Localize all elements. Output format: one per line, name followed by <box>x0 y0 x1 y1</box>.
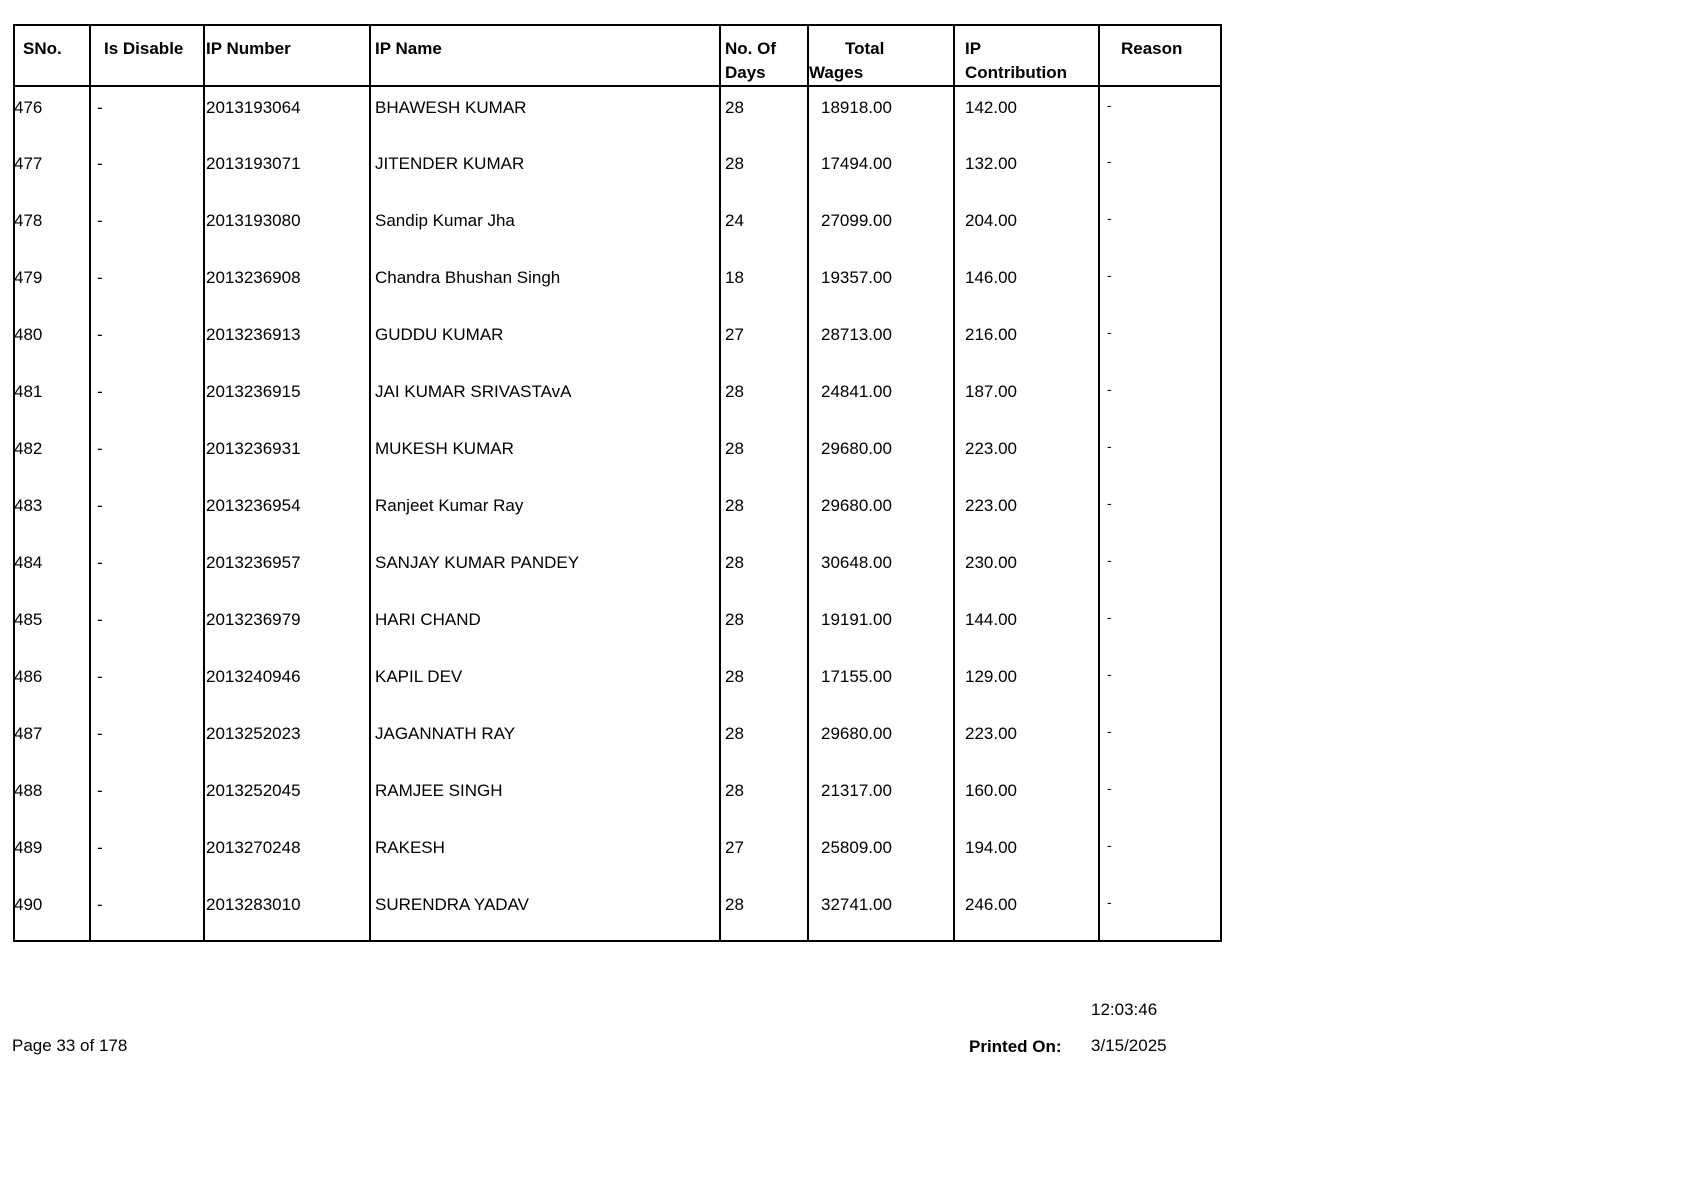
header-ip-contribution-line1: IP <box>965 39 982 58</box>
printed-on-label: Printed On: <box>969 1037 1062 1056</box>
cell-ip-contribution-text: 132.00 <box>965 154 1017 173</box>
cell-total-wages <box>808 827 954 884</box>
cell-ip-number <box>204 770 370 827</box>
header-is-disable <box>90 25 204 86</box>
cell-ip-contribution-text: 144.00 <box>965 610 1017 629</box>
cell-total-wages <box>808 257 954 314</box>
cell-is-disable <box>90 599 204 656</box>
cell-total-wages <box>808 542 954 599</box>
cell-ip-name <box>370 599 720 656</box>
cell-is-disable <box>90 542 204 599</box>
cell-ip-name <box>370 827 720 884</box>
header-total-wages <box>808 25 954 86</box>
cell-no-of-days-text: 28 <box>725 382 744 401</box>
cell-reason <box>1099 428 1221 485</box>
cell-ip-contribution-text: 194.00 <box>965 838 1017 857</box>
header-ip-contribution-line2: Contribution <box>965 63 1067 82</box>
cell-reason-text: - <box>1107 438 1112 454</box>
cell-ip-number <box>204 884 370 941</box>
cell-ip-name-text: Ranjeet Kumar Ray <box>375 496 524 515</box>
table-row <box>14 599 1221 656</box>
cell-ip-contribution <box>954 485 1099 542</box>
table-body <box>14 86 1221 941</box>
cell-is-disable-text: - <box>97 211 103 230</box>
cell-ip-contribution <box>954 86 1099 143</box>
cell-total-wages <box>808 314 954 371</box>
cell-total-wages-text: 17155.00 <box>821 667 892 686</box>
cell-reason-text: - <box>1107 894 1112 910</box>
cell-total-wages-text: 32741.00 <box>821 895 892 914</box>
cell-ip-contribution <box>954 371 1099 428</box>
cell-ip-contribution-text: 246.00 <box>965 895 1017 914</box>
cell-ip-number-text: 2013193071 <box>206 154 301 173</box>
cell-is-disable <box>90 428 204 485</box>
table-row <box>14 86 1221 143</box>
cell-is-disable-text: - <box>97 382 103 401</box>
header-ip-number-label: IP Number <box>206 39 291 58</box>
table-row <box>14 827 1221 884</box>
cell-ip-contribution-text: 223.00 <box>965 439 1017 458</box>
cell-is-disable <box>90 143 204 200</box>
cell-reason-text: - <box>1107 609 1112 625</box>
table-row <box>14 656 1221 713</box>
cell-ip-name-text: JAI KUMAR SRIVASTAvA <box>375 382 572 401</box>
cell-ip-name-text: BHAWESH KUMAR <box>375 98 527 117</box>
cell-no-of-days <box>720 827 808 884</box>
cell-is-disable-text: - <box>97 325 103 344</box>
cell-no-of-days <box>720 371 808 428</box>
cell-reason-text: - <box>1107 153 1112 169</box>
cell-sno-text: 487 <box>14 724 43 743</box>
header-ip-contribution <box>954 25 1099 86</box>
cell-total-wages <box>808 599 954 656</box>
cell-is-disable <box>90 257 204 314</box>
table-row <box>14 371 1221 428</box>
cell-reason <box>1099 371 1221 428</box>
cell-no-of-days <box>720 656 808 713</box>
cell-ip-name <box>370 656 720 713</box>
cell-reason <box>1099 485 1221 542</box>
header-ip-name <box>370 25 720 86</box>
cell-total-wages-text: 21317.00 <box>821 781 892 800</box>
cell-reason-text: - <box>1107 495 1112 511</box>
cell-reason <box>1099 656 1221 713</box>
cell-is-disable <box>90 200 204 257</box>
cell-ip-name <box>370 542 720 599</box>
cell-ip-name-text: SURENDRA YADAV <box>375 895 529 914</box>
cell-sno <box>14 371 90 428</box>
cell-ip-number-text: 2013236979 <box>206 610 301 629</box>
cell-ip-name-text: MUKESH KUMAR <box>375 439 514 458</box>
cell-no-of-days <box>720 485 808 542</box>
cell-no-of-days-text: 28 <box>725 98 744 117</box>
page-number: Page 33 of 178 <box>12 1036 128 1055</box>
cell-no-of-days <box>720 599 808 656</box>
cell-reason <box>1099 200 1221 257</box>
cell-sno-text: 490 <box>14 895 43 914</box>
cell-no-of-days <box>720 770 808 827</box>
table-row <box>14 143 1221 200</box>
cell-ip-number-text: 2013193080 <box>206 211 301 230</box>
header-reason-label: Reason <box>1121 39 1183 58</box>
cell-no-of-days-text: 24 <box>725 211 744 230</box>
cell-no-of-days-text: 27 <box>725 325 744 344</box>
header-ip-number <box>204 25 370 86</box>
cell-total-wages <box>808 770 954 827</box>
cell-ip-number <box>204 656 370 713</box>
cell-total-wages-text: 19357.00 <box>821 268 892 287</box>
header-reason <box>1099 25 1221 86</box>
table-row <box>14 770 1221 827</box>
cell-ip-contribution <box>954 884 1099 941</box>
cell-total-wages <box>808 371 954 428</box>
cell-is-disable-text: - <box>97 154 103 173</box>
cell-ip-contribution-text: 204.00 <box>965 211 1017 230</box>
cell-sno-text: 484 <box>14 553 43 572</box>
header-sno <box>14 25 90 86</box>
header-no-of-days-line1: No. Of <box>725 39 776 58</box>
cell-sno-text: 489 <box>14 838 43 857</box>
cell-reason <box>1099 314 1221 371</box>
cell-is-disable <box>90 314 204 371</box>
cell-ip-name-text: RAMJEE SINGH <box>375 781 503 800</box>
cell-sno <box>14 770 90 827</box>
cell-is-disable-text: - <box>97 667 103 686</box>
cell-sno <box>14 656 90 713</box>
cell-reason-text: - <box>1107 97 1112 113</box>
header-no-of-days-line2: Days <box>725 63 766 82</box>
header-total-wages-line2: Wages <box>809 63 864 82</box>
cell-reason <box>1099 599 1221 656</box>
table-row <box>14 884 1221 941</box>
cell-ip-name <box>370 314 720 371</box>
cell-ip-number <box>204 713 370 770</box>
cell-ip-name-text: Chandra Bhushan Singh <box>375 268 561 287</box>
cell-ip-name <box>370 86 720 143</box>
cell-ip-name-text: HARI CHAND <box>375 610 481 629</box>
cell-ip-name-text: RAKESH <box>375 838 445 857</box>
cell-ip-number-text: 2013236954 <box>206 496 301 515</box>
cell-ip-contribution <box>954 656 1099 713</box>
cell-ip-contribution <box>954 428 1099 485</box>
cell-ip-number <box>204 371 370 428</box>
cell-total-wages <box>808 713 954 770</box>
cell-sno-text: 478 <box>14 211 43 230</box>
cell-ip-contribution-text: 223.00 <box>965 724 1017 743</box>
cell-sno-text: 476 <box>14 98 43 117</box>
cell-is-disable-text: - <box>97 781 103 800</box>
table-row <box>14 257 1221 314</box>
cell-ip-number <box>204 542 370 599</box>
cell-total-wages-text: 28713.00 <box>821 325 892 344</box>
cell-ip-number-text: 2013252023 <box>206 724 301 743</box>
cell-ip-number-text: 2013240946 <box>206 667 301 686</box>
cell-is-disable <box>90 485 204 542</box>
cell-reason <box>1099 713 1221 770</box>
cell-is-disable-text: - <box>97 553 103 572</box>
cell-reason-text: - <box>1107 324 1112 340</box>
cell-reason-text: - <box>1107 666 1112 682</box>
header-row <box>14 25 1221 86</box>
cell-no-of-days-text: 28 <box>725 553 744 572</box>
cell-total-wages <box>808 656 954 713</box>
cell-ip-name <box>370 200 720 257</box>
cell-no-of-days <box>720 86 808 143</box>
cell-no-of-days-text: 28 <box>725 154 744 173</box>
table-header <box>14 25 1221 86</box>
cell-ip-number-text: 2013193064 <box>206 98 301 117</box>
cell-sno <box>14 599 90 656</box>
cell-no-of-days-text: 28 <box>725 496 744 515</box>
cell-total-wages-text: 24841.00 <box>821 382 892 401</box>
cell-no-of-days <box>720 542 808 599</box>
cell-ip-number-text: 2013236931 <box>206 439 301 458</box>
cell-is-disable-text: - <box>97 838 103 857</box>
cell-ip-name <box>370 770 720 827</box>
cell-ip-contribution-text: 129.00 <box>965 667 1017 686</box>
cell-ip-contribution <box>954 200 1099 257</box>
cell-no-of-days <box>720 884 808 941</box>
cell-ip-name <box>370 713 720 770</box>
table-row <box>14 200 1221 257</box>
cell-total-wages-text: 19191.00 <box>821 610 892 629</box>
cell-no-of-days-text: 18 <box>725 268 744 287</box>
cell-ip-number-text: 2013236908 <box>206 268 301 287</box>
cell-total-wages-text: 30648.00 <box>821 553 892 572</box>
cell-total-wages-text: 29680.00 <box>821 724 892 743</box>
cell-is-disable-text: - <box>97 439 103 458</box>
cell-ip-contribution <box>954 542 1099 599</box>
cell-is-disable <box>90 884 204 941</box>
cell-ip-name-text: JITENDER KUMAR <box>375 154 525 173</box>
cell-ip-contribution-text: 230.00 <box>965 553 1017 572</box>
cell-ip-number <box>204 599 370 656</box>
header-is-disable-label: Is Disable <box>104 39 184 58</box>
cell-reason <box>1099 827 1221 884</box>
cell-is-disable <box>90 86 204 143</box>
cell-ip-number <box>204 86 370 143</box>
table-row <box>14 485 1221 542</box>
header-total-wages-line1: Total <box>845 39 885 58</box>
cell-ip-contribution <box>954 713 1099 770</box>
printed-time: 12:03:46 <box>1091 1000 1158 1019</box>
cell-no-of-days <box>720 257 808 314</box>
cell-ip-contribution <box>954 314 1099 371</box>
cell-sno <box>14 713 90 770</box>
cell-no-of-days <box>720 713 808 770</box>
cell-ip-number <box>204 314 370 371</box>
cell-ip-contribution-text: 216.00 <box>965 325 1017 344</box>
cell-ip-contribution-text: 223.00 <box>965 496 1017 515</box>
cell-ip-contribution-text: 160.00 <box>965 781 1017 800</box>
cell-ip-number <box>204 143 370 200</box>
cell-sno <box>14 257 90 314</box>
cell-reason <box>1099 143 1221 200</box>
cell-sno <box>14 314 90 371</box>
cell-is-disable <box>90 371 204 428</box>
cell-sno <box>14 143 90 200</box>
cell-is-disable <box>90 713 204 770</box>
table-row <box>14 713 1221 770</box>
cell-total-wages <box>808 143 954 200</box>
cell-ip-name-text: KAPIL DEV <box>375 667 463 686</box>
cell-ip-number <box>204 200 370 257</box>
cell-reason <box>1099 257 1221 314</box>
cell-no-of-days-text: 28 <box>725 667 744 686</box>
cell-ip-number <box>204 827 370 884</box>
cell-ip-contribution-text: 187.00 <box>965 382 1017 401</box>
cell-ip-contribution <box>954 770 1099 827</box>
cell-total-wages <box>808 485 954 542</box>
cell-reason <box>1099 86 1221 143</box>
cell-ip-contribution <box>954 599 1099 656</box>
cell-no-of-days-text: 28 <box>725 895 744 914</box>
cell-sno <box>14 542 90 599</box>
cell-sno-text: 481 <box>14 382 43 401</box>
cell-sno-text: 479 <box>14 268 43 287</box>
cell-total-wages-text: 17494.00 <box>821 154 892 173</box>
cell-ip-number-text: 2013236957 <box>206 553 301 572</box>
cell-sno-text: 486 <box>14 667 43 686</box>
cell-is-disable-text: - <box>97 724 103 743</box>
cell-ip-name-text: Sandip Kumar Jha <box>375 211 515 230</box>
cell-ip-number <box>204 485 370 542</box>
cell-ip-number-text: 2013283010 <box>206 895 301 914</box>
cell-total-wages-text: 29680.00 <box>821 439 892 458</box>
cell-ip-name <box>370 371 720 428</box>
header-ip-name-label: IP Name <box>375 39 442 58</box>
cell-sno-text: 488 <box>14 781 43 800</box>
cell-is-disable-text: - <box>97 895 103 914</box>
table-row <box>14 314 1221 371</box>
cell-ip-number-text: 2013236913 <box>206 325 301 344</box>
cell-total-wages-text: 27099.00 <box>821 211 892 230</box>
printed-date: 3/15/2025 <box>1091 1036 1167 1055</box>
cell-total-wages-text: 29680.00 <box>821 496 892 515</box>
cell-reason <box>1099 884 1221 941</box>
cell-ip-name-text: JAGANNATH RAY <box>375 724 516 743</box>
cell-ip-name <box>370 143 720 200</box>
header-no-of-days <box>720 25 808 86</box>
cell-is-disable-text: - <box>97 98 103 117</box>
cell-sno <box>14 827 90 884</box>
cell-ip-name-text: GUDDU KUMAR <box>375 325 504 344</box>
cell-reason-text: - <box>1107 780 1112 796</box>
cell-sno <box>14 86 90 143</box>
cell-ip-name <box>370 257 720 314</box>
cell-sno <box>14 485 90 542</box>
cell-reason-text: - <box>1107 381 1112 397</box>
cell-ip-name-text: SANJAY KUMAR PANDEY <box>375 553 580 572</box>
cell-sno-text: 480 <box>14 325 43 344</box>
cell-total-wages <box>808 86 954 143</box>
cell-no-of-days-text: 28 <box>725 439 744 458</box>
cell-sno-text: 477 <box>14 154 43 173</box>
cell-reason-text: - <box>1107 837 1112 853</box>
cell-is-disable-text: - <box>97 496 103 515</box>
cell-no-of-days-text: 28 <box>725 610 744 629</box>
cell-ip-number-text: 2013236915 <box>206 382 301 401</box>
cell-ip-name <box>370 428 720 485</box>
cell-no-of-days <box>720 314 808 371</box>
cell-sno <box>14 200 90 257</box>
table-row <box>14 428 1221 485</box>
cell-total-wages-text: 25809.00 <box>821 838 892 857</box>
cell-ip-number <box>204 428 370 485</box>
cell-reason-text: - <box>1107 210 1112 226</box>
cell-reason <box>1099 542 1221 599</box>
cell-sno <box>14 884 90 941</box>
cell-no-of-days-text: 27 <box>725 838 744 857</box>
cell-no-of-days-text: 28 <box>725 781 744 800</box>
cell-reason-text: - <box>1107 552 1112 568</box>
cell-ip-number-text: 2013270248 <box>206 838 301 857</box>
cell-ip-contribution <box>954 257 1099 314</box>
cell-ip-name <box>370 884 720 941</box>
cell-reason-text: - <box>1107 723 1112 739</box>
cell-ip-contribution-text: 146.00 <box>965 268 1017 287</box>
cell-is-disable <box>90 827 204 884</box>
cell-sno-text: 482 <box>14 439 43 458</box>
cell-is-disable <box>90 656 204 713</box>
cell-ip-number-text: 2013252045 <box>206 781 301 800</box>
cell-ip-contribution <box>954 827 1099 884</box>
cell-reason-text: - <box>1107 267 1112 283</box>
cell-sno-text: 485 <box>14 610 43 629</box>
cell-is-disable-text: - <box>97 610 103 629</box>
cell-reason <box>1099 770 1221 827</box>
cell-is-disable-text: - <box>97 268 103 287</box>
header-sno-label: SNo. <box>23 39 62 58</box>
cell-is-disable <box>90 770 204 827</box>
cell-total-wages <box>808 428 954 485</box>
table-row <box>14 542 1221 599</box>
cell-total-wages-text: 18918.00 <box>821 98 892 117</box>
cell-ip-name <box>370 485 720 542</box>
cell-total-wages <box>808 200 954 257</box>
cell-ip-number <box>204 257 370 314</box>
cell-no-of-days <box>720 200 808 257</box>
cell-sno <box>14 428 90 485</box>
cell-ip-contribution-text: 142.00 <box>965 98 1017 117</box>
contribution-table <box>13 24 1222 942</box>
cell-ip-contribution <box>954 143 1099 200</box>
cell-no-of-days <box>720 428 808 485</box>
cell-no-of-days <box>720 143 808 200</box>
cell-no-of-days-text: 28 <box>725 724 744 743</box>
cell-total-wages <box>808 884 954 941</box>
cell-sno-text: 483 <box>14 496 43 515</box>
